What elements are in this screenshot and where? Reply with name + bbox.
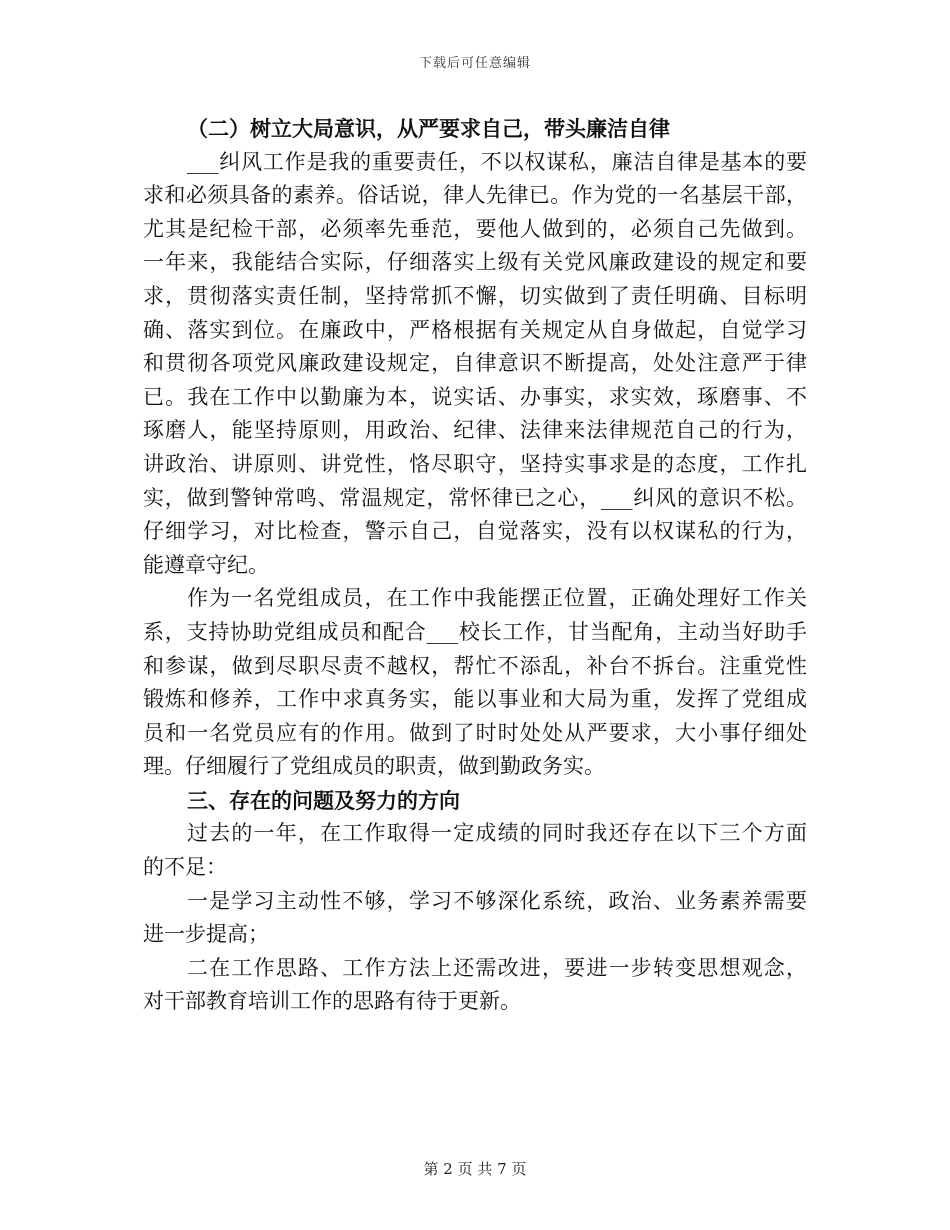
- section-heading: （二）树立大局意识，从严要求自己，带头廉洁自律: [187, 116, 670, 141]
- text-line: 一是学习主动性不够，学习不够深化系统，政治、业务素养需要: [187, 888, 807, 913]
- page-number: 第 2 页 共 7 页: [423, 1160, 527, 1178]
- text-line: 讲政治、讲原则、讲党性，恪尽职守，坚持实事求是的态度，工作扎: [143, 451, 807, 476]
- text-line: 确、落实到位。在廉政中，严格根据有关规定从自身做起，自觉学习: [143, 317, 807, 342]
- page-header: 下载后可任意编辑: [418, 56, 531, 71]
- document-body: [143, 112, 807, 1019]
- section-heading: 三、存在的问题及努力的方向: [187, 787, 460, 813]
- text-line: ___纠风工作是我的重要责任，不以权谋私，廉洁自律是基本的要: [187, 149, 807, 174]
- text-line: 锻炼和修养，工作中求真务实，能以事业和大局为重，发挥了党组成: [143, 687, 807, 712]
- text-line: 二在工作思路、工作方法上还需改进，要进一步转变思想观念，: [187, 955, 807, 980]
- paragraph: [143, 146, 807, 583]
- text-line: 能遵章守纪。: [143, 552, 269, 577]
- paragraph: [143, 952, 807, 1019]
- text-line: 琢磨人，能坚持原则，用政治、纪律、法律来法律规范自己的行为，: [143, 418, 807, 443]
- text-line: 理。仔细履行了党组成员的职责，做到勤政务实。: [143, 754, 605, 779]
- text-line: 实，做到警钟常鸣、常温规定，常怀律已之心，___纠风的意识不松。: [143, 485, 807, 510]
- text-line: 求和必须具备的素养。俗话说，律人先律已。作为党的一名基层干部，: [143, 183, 807, 208]
- paragraph: [143, 582, 807, 784]
- text-line: 系，支持协助党组成员和配合___校长工作，甘当配角，主动当好助手: [143, 619, 807, 644]
- text-line: 一年来，我能结合实际，仔细落实上级有关党风廉政建设的规定和要: [143, 250, 807, 275]
- text-line: 对干部教育培训工作的思路有待于更新。: [143, 989, 521, 1014]
- paragraph: [143, 885, 807, 952]
- paragraph: [143, 817, 807, 884]
- text-line: 尤其是纪检干部，必须率先垂范，要他人做到的，必须自己先做到。: [143, 216, 807, 241]
- text-line: 和贯彻各项党风廉政建设规定，自律意识不断提高，处处注意严于律: [143, 351, 807, 376]
- text-line: 已。我在工作中以勤廉为本，说实话、办事实，求实效，琢磨事、不: [143, 384, 807, 409]
- text-line: 的不足：: [143, 855, 227, 880]
- text-line: 进一步提高；: [143, 922, 269, 947]
- text-line: 作为一名党组成员，在工作中我能摆正位置，正确处理好工作关: [187, 586, 807, 611]
- text-line: 和参谋，做到尽职尽责不越权，帮忙不添乱，补台不拆台。注重党性: [143, 653, 807, 678]
- text-line: 员和一名党员应有的作用。做到了时时处处从严要求，大小事仔细处: [143, 720, 807, 745]
- text-line: 仔细学习，对比检查，警示自己，自觉落实，没有以权谋私的行为，: [143, 519, 807, 544]
- text-line: 求，贯彻落实责任制，坚持常抓不懈，切实做到了责任明确、目标明: [143, 283, 807, 308]
- text-line: 过去的一年，在工作取得一定成绩的同时我还存在以下三个方面: [187, 821, 807, 846]
